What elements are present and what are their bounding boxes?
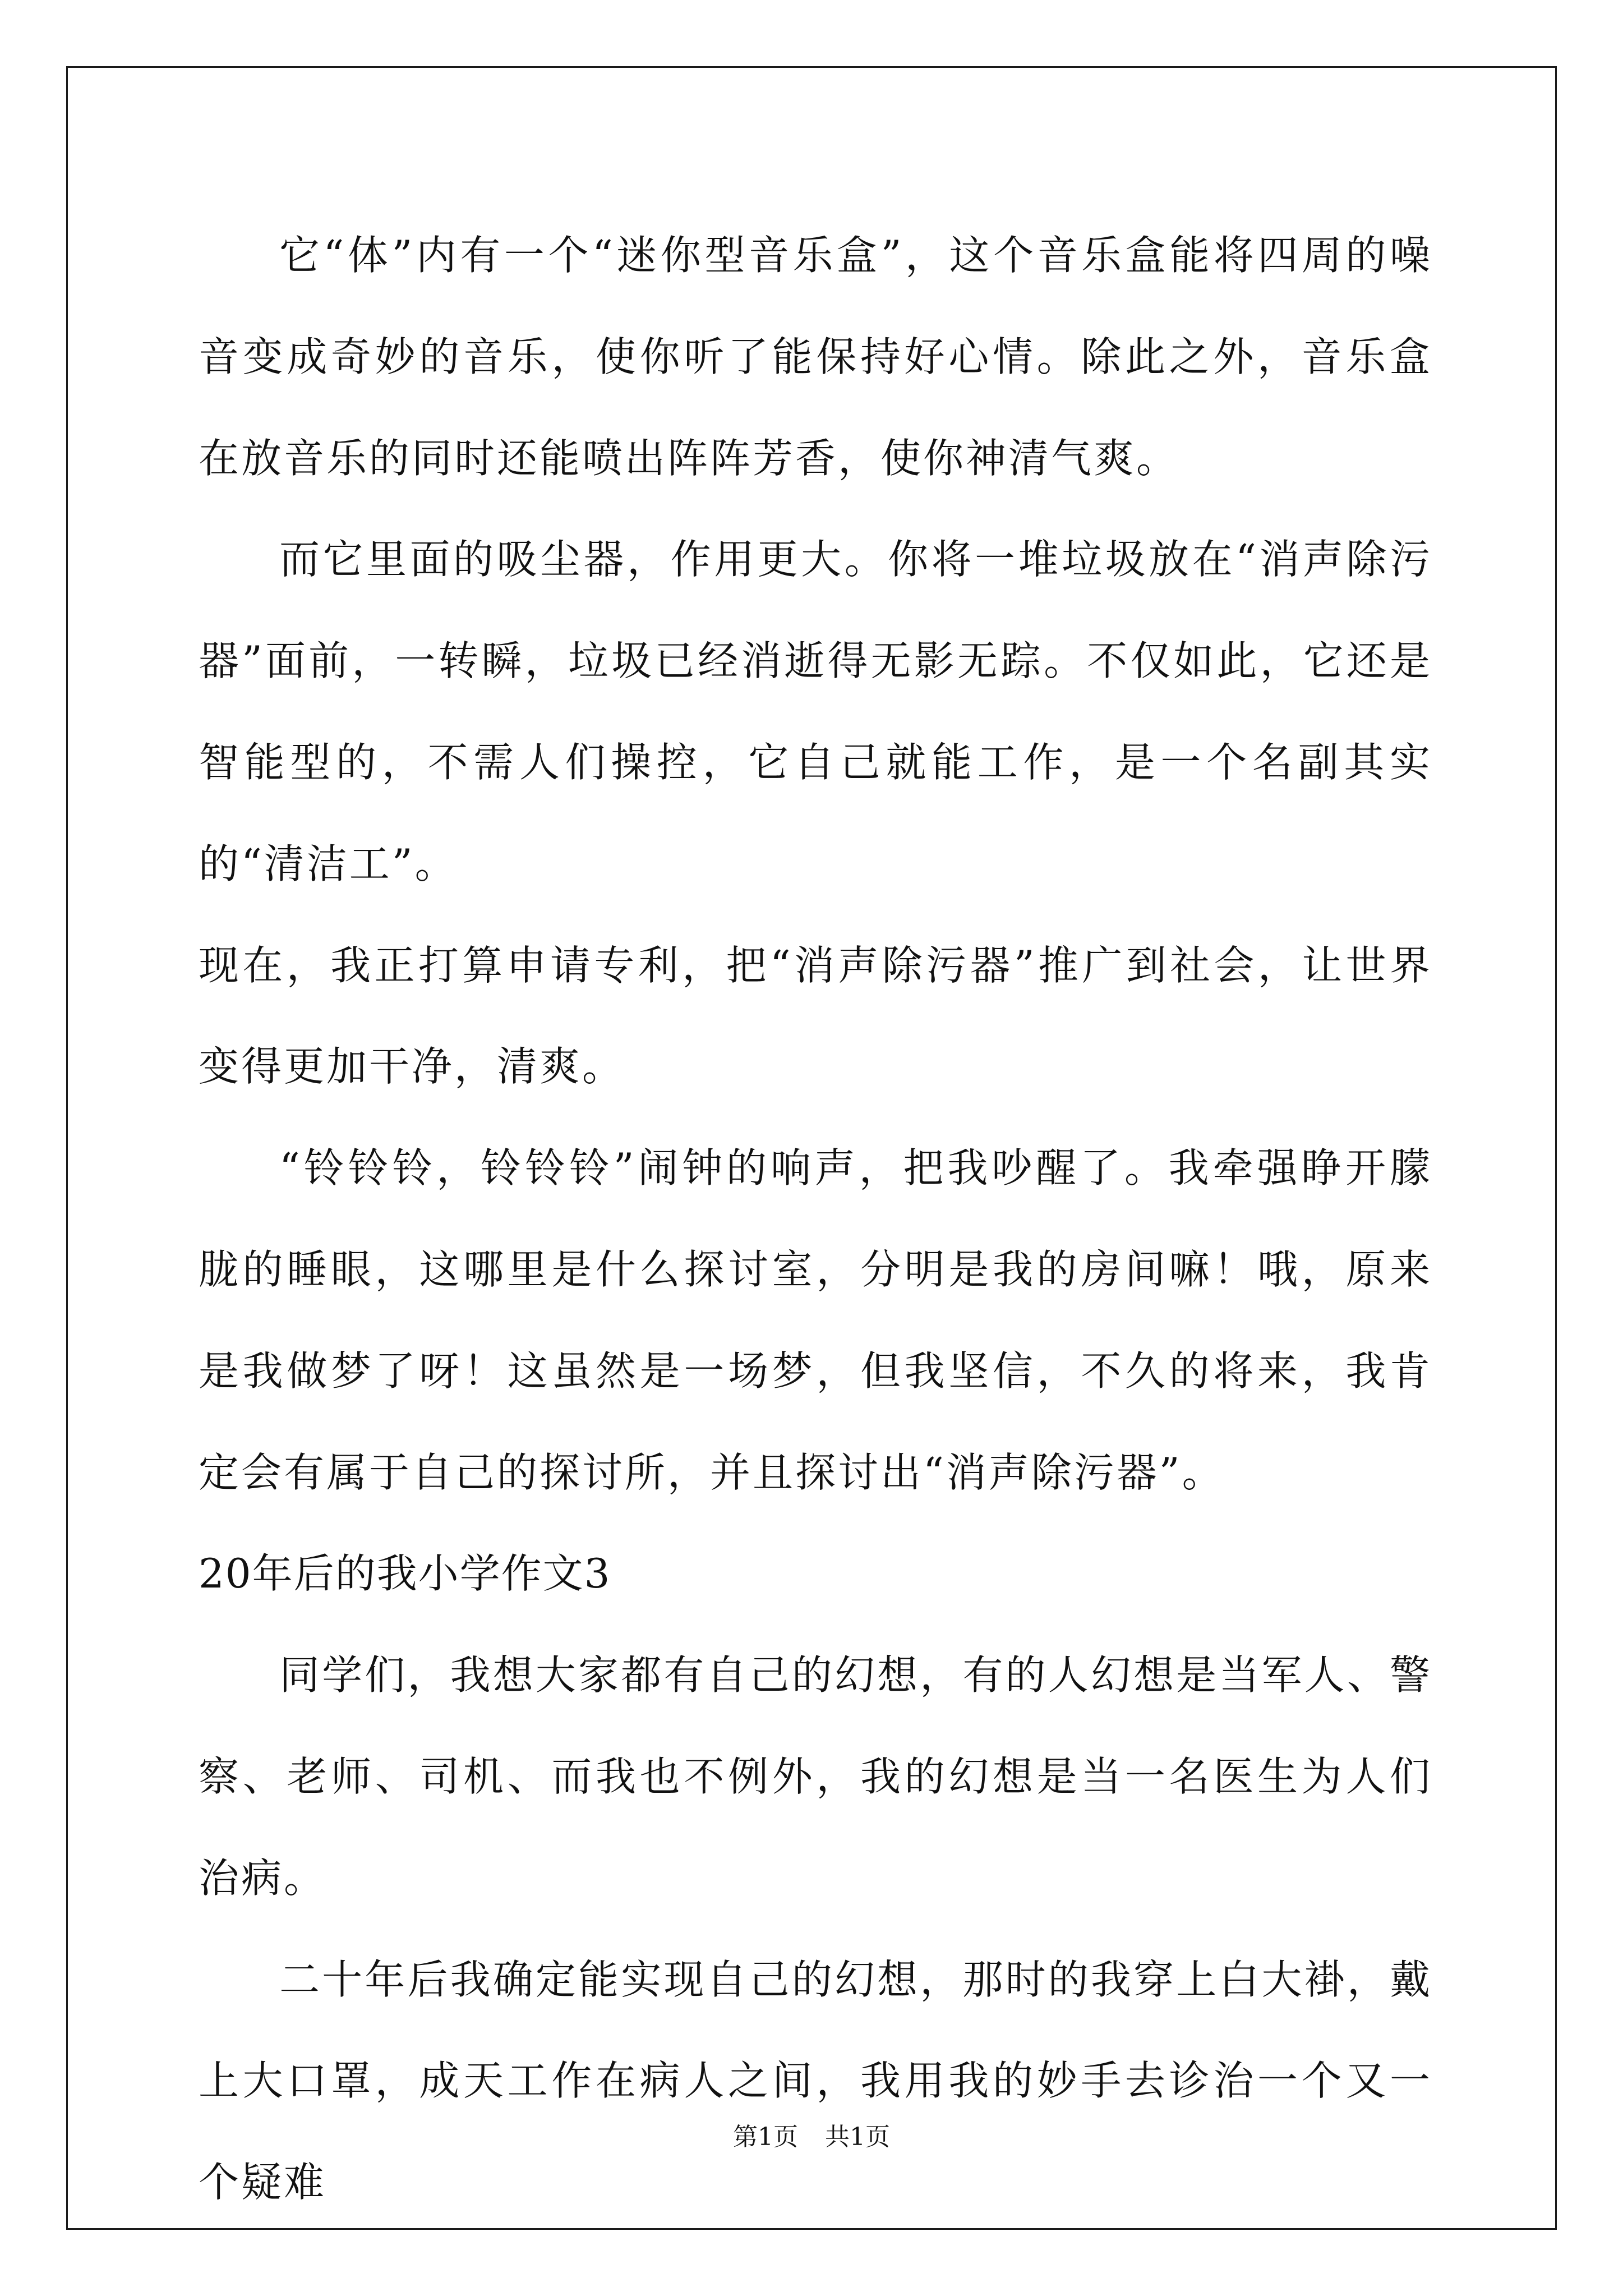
paragraph: “铃铃铃，铃铃铃”闹钟的响声，把我吵醒了。我牵强睁开朦胧的睡眼，这哪里是什么探讨室，分明是我的房间嘛！哦，原来是我做梦了呀！这虽然是一场梦，但我坚信，不久的将来，我肯定会有属于自己的探讨所，并且探讨出“消声除污器”。 — [199, 1144, 1432, 1496]
paragraph: 同学们，我想大家都有自己的幻想，有的人幻想是当军人、警察、老师、司机、而我也不例外，我的幻想是当一名医生为人们治病。 — [199, 1651, 1432, 1902]
paragraph: 而它里面的吸尘器，作用更大。你将一堆垃圾放在“消声除污器”面前，一转瞬，垃圾已经消逝得无影无踪。不仅如此，它还是智能型的，不需人们操控，它自己就能工作，是一个名副其实的“清洁工”。 — [199, 536, 1432, 887]
page-number: 第1页 — [733, 2123, 798, 2151]
section-heading: 20年后的我小学作文3 — [199, 1550, 611, 1598]
page-total: 共1页 — [825, 2123, 890, 2151]
paragraph: 它“体”内有一个“迷你型音乐盒”，这个音乐盒能将四周的噪音变成奇妙的音乐，使你听了能保持好心情。除此之外，音乐盒在放音乐的同时还能喷出阵阵芳香，使你神清气爽。 — [199, 232, 1432, 482]
paragraph: 现在，我正打算申请专利，把“消声除污器”推广到社会，让世界变得更加干净，清爽。 — [199, 941, 1432, 1091]
document-body — [199, 205, 1432, 2233]
page-footer — [0, 2120, 1623, 2154]
paragraph: 二十年后我确定能实现自己的幻想，那时的我穿上白大褂，戴上大口罩，成天工作在病人之间，我用我的妙手去诊治一个又一个疑难 — [199, 1955, 1432, 2206]
